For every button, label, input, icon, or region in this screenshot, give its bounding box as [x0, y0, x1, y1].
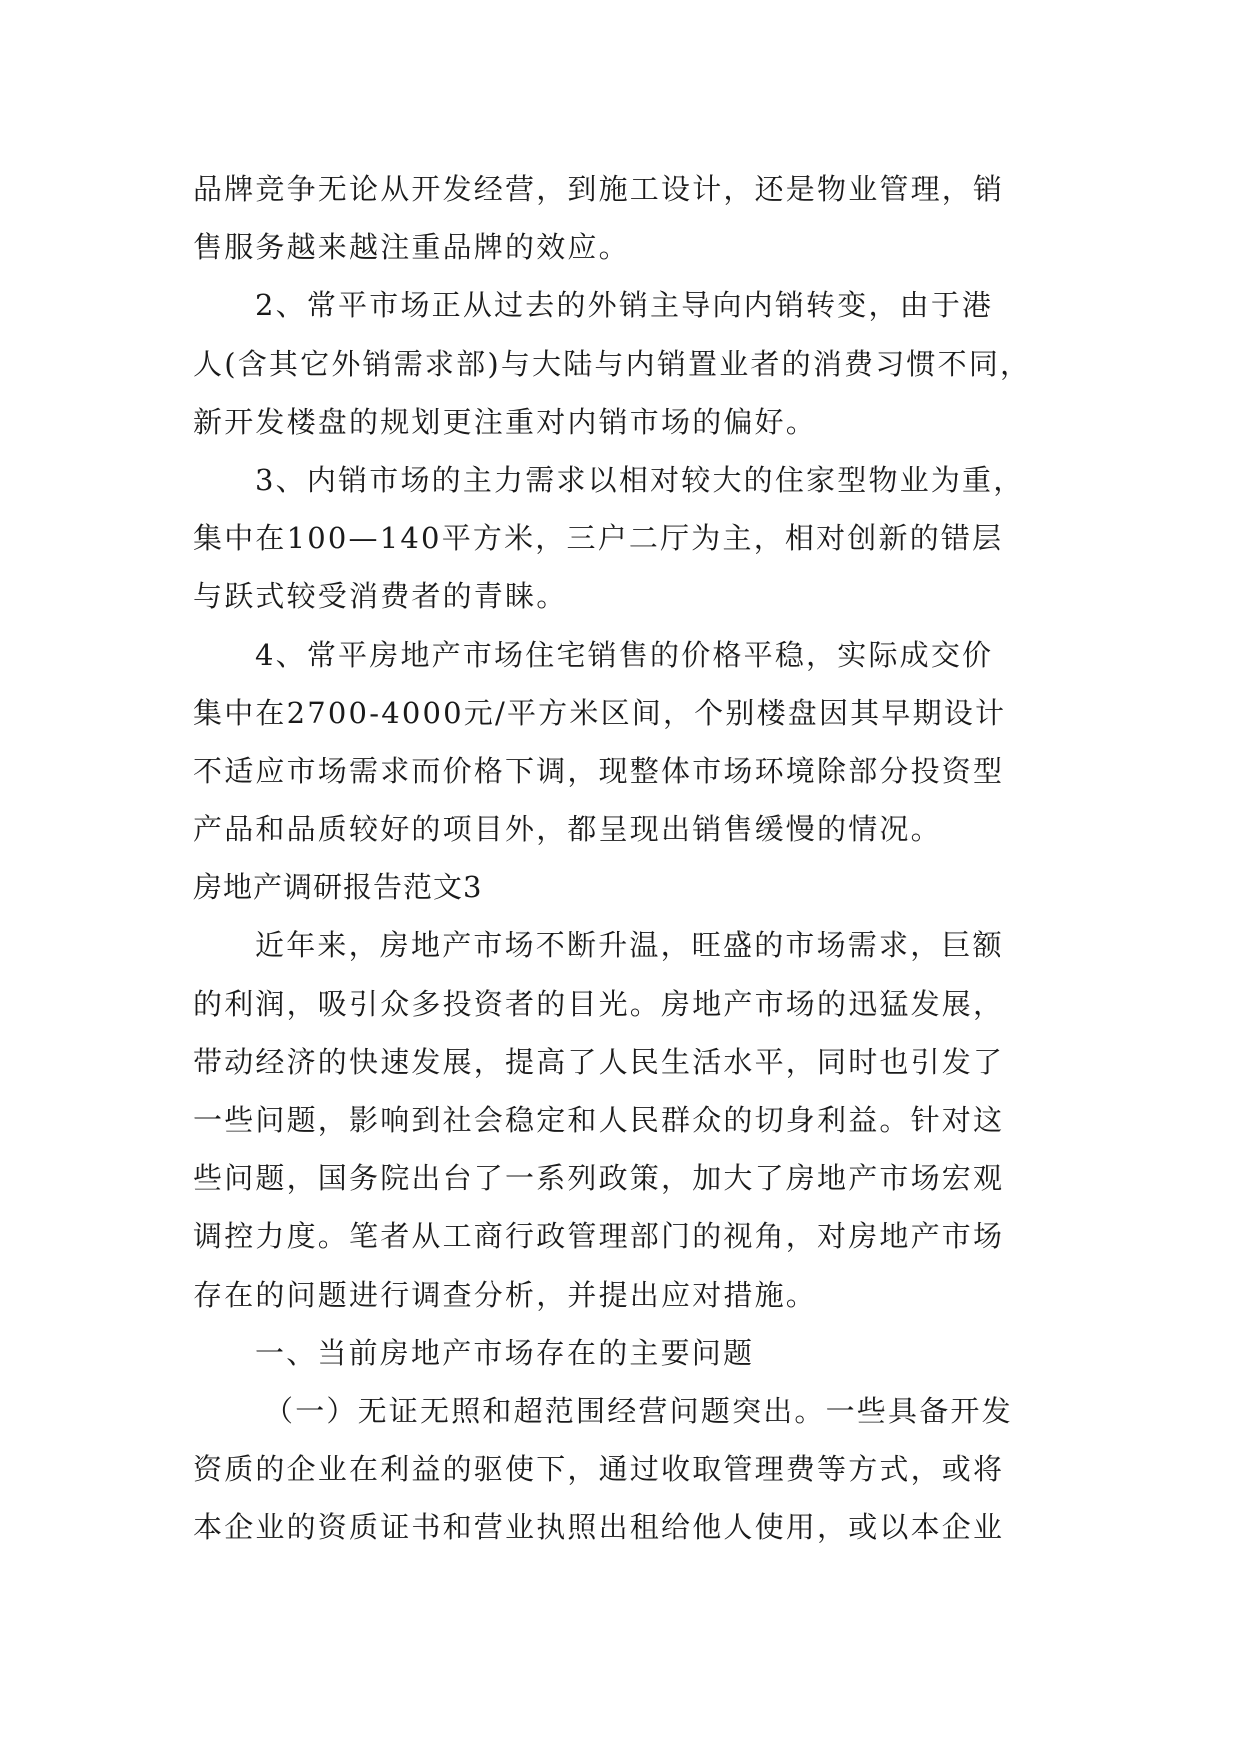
paragraph-line: 产品和品质较好的项目外，都呈现出销售缓慢的情况。 [193, 812, 942, 847]
paragraph-line: 一些问题，影响到社会稳定和人民群众的切身利益。针对这 [193, 1103, 1005, 1137]
document-body [193, 160, 1059, 1557]
paragraph-line: 4、常平房地产市场住宅销售的价格平稳，实际成交价 [255, 637, 994, 672]
paragraph-line: 售服务越来越注重品牌的效应。 [193, 230, 630, 265]
section-title: 房地产调研报告范文3 [193, 870, 483, 905]
paragraph-line: 集中在2700-4000元/平方米区间，个别楼盘因其早期设计 [193, 695, 1007, 730]
paragraph-line: 与跃式较受消费者的青睐。 [193, 579, 568, 614]
paragraph-line: 集中在100—140平方米，三户二厅为主，相对创新的错层 [193, 521, 1004, 556]
paragraph-line: 的利润，吸引众多投资者的目光。房地产市场的迅猛发展， [193, 986, 1005, 1021]
paragraph-line: 些问题，国务院出台了一系列政策，加大了房地产市场宏观 [193, 1161, 1005, 1196]
paragraph-line: 2、常平市场正从过去的外销主导向内销转变，由于港 [255, 288, 994, 323]
paragraph-line: 3、内销市场的主力需求以相对较大的住家型物业为重， [255, 462, 1025, 497]
paragraph-line: 调控力度。笔者从工商行政管理部门的视角，对房地产市场 [193, 1219, 1005, 1254]
paragraph-line: 存在的问题进行调查分析，并提出应对措施。 [193, 1277, 818, 1312]
subsection-heading: 一、当前房地产市场存在的主要问题 [255, 1335, 755, 1370]
paragraph-line: 新开发楼盘的规划更注重对内销市场的偏好。 [193, 404, 818, 439]
paragraph-line: 近年来，房地产市场不断升温，旺盛的市场需求，巨额 [255, 928, 1004, 963]
paragraph-line: 品牌竞争无论从开发经营，到施工设计，还是物业管理，销 [193, 172, 1005, 206]
paragraph-line: 人(含其它外销需求部)与大陆与内销置业者的消费习惯不同， [193, 346, 1032, 381]
paragraph-line: 本企业的资质证书和营业执照出租给他人使用，或以本企业 [193, 1510, 1005, 1545]
paragraph-line: 资质的企业在利益的驱使下，通过收取管理费等方式，或将 [193, 1452, 1005, 1487]
paragraph-line: （一）无证无照和超范围经营问题突出。一些具备开发 [264, 1393, 1013, 1428]
paragraph-line: 带动经济的快速发展，提高了人民生活水平，同时也引发了 [193, 1044, 1005, 1079]
paragraph-line: 不适应市场需求而价格下调，现整体市场环境除部分投资型 [193, 753, 1005, 788]
